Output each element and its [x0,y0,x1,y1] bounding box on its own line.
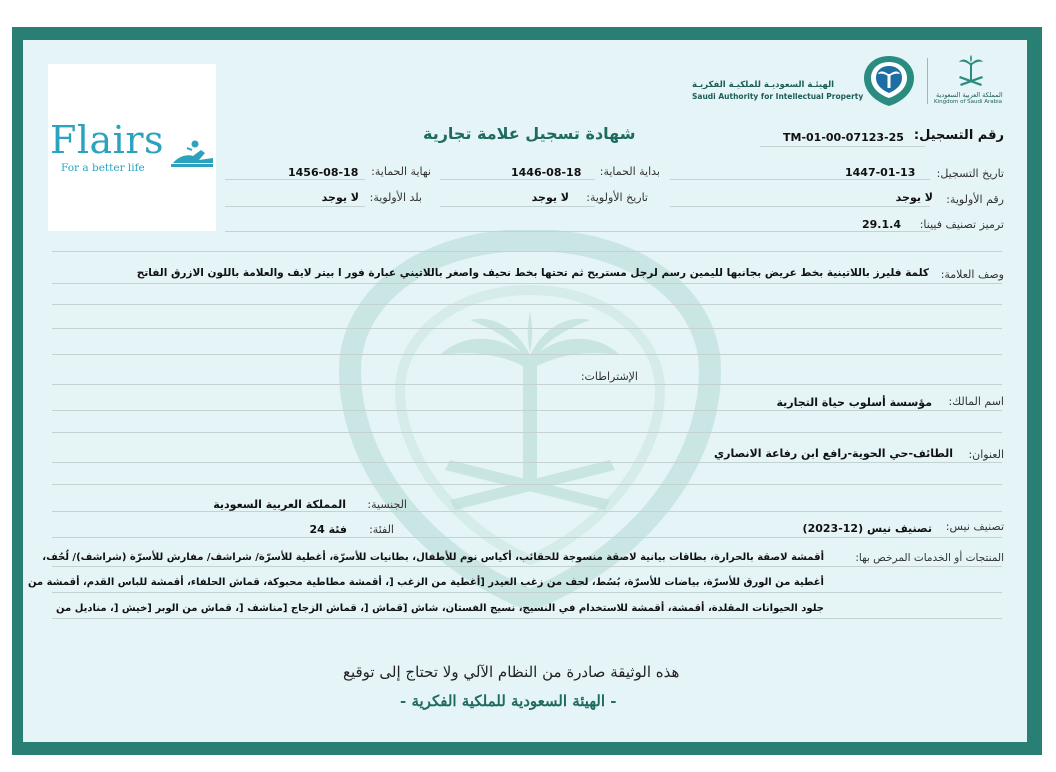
goods-line-3: جلود الحيوانات المقلدة، أقمشة، أقمشة للاستخدام في النسيج، نسيج الفستان، شاش [قماش [، قماش الزجاج [مناشف [، قماش من الوبر [خيش [، مناديل من [56,603,824,614]
goods-label: المنتجات أو الخدمات المرخص بها: [855,552,1004,564]
priority-date-value: لا يوجد [531,191,569,204]
mark-desc-value: كلمة فليرز باللاتينية بخط عريض بجانبها لليمين رسم لرجل مستريح ثم تحتها بخط نحيف واصغر باللاتيني عبارة فور ا بيتر لايف والعلامة باللون الازرق الفاتح [136,267,929,279]
field-line [52,618,1002,619]
field-line [52,511,1002,512]
goods-line-2: أغطية من الورق للأسرّة، بياضات للأسرّة، بُسُط، لحف من زغب العيدر [أغطية من الزغب [، أقمشة مطاطية محبوكة، قماش الحلفاء، أقمشة للباس القدم، أقمشة من [27,577,824,588]
field-line [225,206,365,207]
field-line [440,179,595,180]
nationality-value: المملكة العربية السعودية [213,498,346,511]
protection-start-label: بداية الحماية: [599,165,660,178]
field-line [52,384,1002,385]
reg-number-label: رقم التسجيل: [913,128,1004,143]
address-label: العنوان: [968,448,1004,461]
field-line [52,462,1002,463]
logo-divider [927,58,928,104]
nationality-label: الجنسية: [367,498,407,511]
certificate-title: شهادة تسجيل علامة تجارية [423,124,636,143]
priority-number-value: لا يوجد [895,191,933,204]
blank-line [52,251,1002,252]
priority-number-label: رقم الأولوية: [946,193,1004,206]
flairs-wordmark: Flairs [50,118,164,162]
protection-start-value: 1446-08-18 [511,166,582,179]
authority-name-en: Saudi Authority for Intellectual Property [692,92,864,101]
address-value: الطائف-حي الحوية-رافع ابن رفاعة الانصاري [714,447,953,460]
field-line [52,410,1002,411]
priority-date-label: تاريخ الأولوية: [586,191,648,204]
reg-number-value: TM-01-00-07123-25 [783,131,904,144]
nice-label: تصنيف نيس: [945,520,1004,533]
goods-line-1: أقمشة لاصقة بالحرارة، بطاقات بيانية لاصقة منسوجة للحقائب، أكياس نوم للأطفال، بطانيات للأسرّة، أغطية للأسرّة/ شراشف/ مفارش للأسرّة (شراشف)/ لُحُف، [42,552,824,563]
vienna-value: 29.1.4 [862,218,901,231]
blank-line [52,304,1002,305]
vienna-label: ترميز تصنيف فيينا: [919,218,1004,231]
mark-desc-label: وصف العلامة: [940,268,1004,281]
flairs-tagline: For a better life [61,162,145,174]
kingdom-emblem-icon [957,54,985,88]
blank-line [52,484,1002,485]
saip-logo-icon [862,54,916,108]
protection-end-value: 1456-08-18 [288,166,359,179]
authority-name-ar: الهيئـة السعوديـة للملكيـة الفكريـة [692,80,835,90]
priority-country-value: لا يوجد [321,191,359,204]
blank-line [52,328,1002,329]
protection-end-label: نهاية الحماية: [371,165,431,178]
resting-man-icon [169,136,215,168]
field-line [670,206,930,207]
field-line [225,231,930,232]
field-line [225,179,365,180]
class-value: فئة 24 [309,523,347,536]
class-label: الفئة: [369,523,394,536]
footer-note: هذه الوثيقة صادرة من النظام الآلي ولا تحتاج إلى توقيع [343,663,680,681]
nice-value: تصنيف نيس (12-2023) [802,522,932,535]
flairs-logo [48,64,216,231]
footer-authority: - الهيئة السعودية للملكية الفكرية - [400,692,617,710]
field-line [440,206,595,207]
kingdom-name-ar: المملكة العربية السعودية [936,91,1003,99]
reg-number-line [760,146,925,147]
priority-country-label: بلد الأولوية: [369,191,422,204]
field-line [52,566,1002,567]
kingdom-name-en: Kingdom of Saudi Arabia [934,99,1003,105]
owner-value: مؤسسة أسلوب حياة التجارية [776,396,932,409]
blank-line [52,432,1002,433]
field-line [52,592,1002,593]
field-line [52,537,1002,538]
reg-date-label: تاريخ التسجيل: [936,167,1004,180]
blank-line [52,354,1002,355]
reg-date-value: 1447-01-13 [845,166,916,179]
owner-label: اسم المالك: [948,395,1004,408]
field-line [670,179,930,180]
conditions-label: الإشتراطات: [580,370,638,383]
field-line [52,283,1002,284]
